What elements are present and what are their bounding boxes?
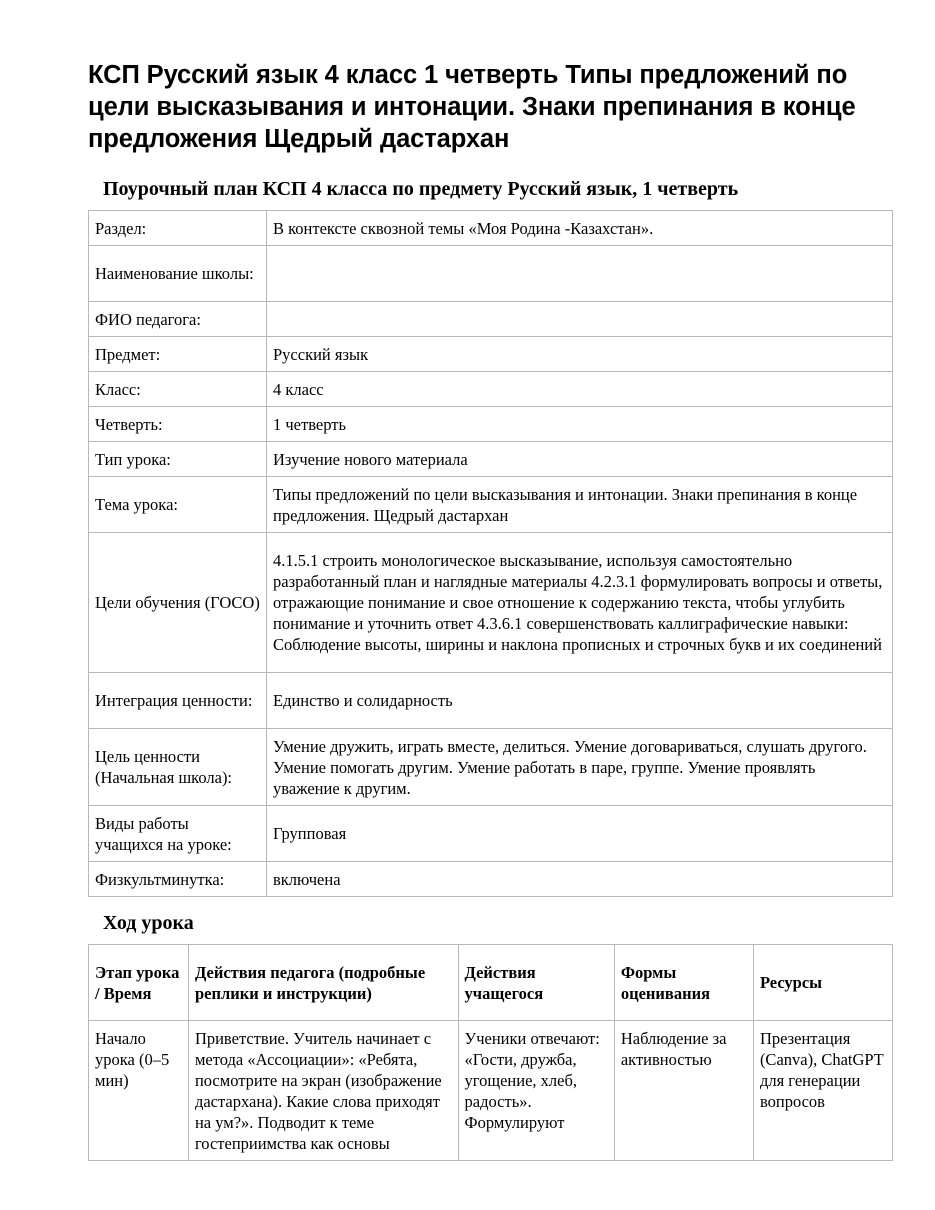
info-value: Русский язык (267, 337, 893, 372)
document-title: КСП Русский язык 4 класс 1 четверть Типы предложений по цели высказывания и интонации. Знаки препинания в конце предложения Щедрый дастархан (88, 61, 856, 153)
info-row (89, 442, 893, 477)
info-label: Тип урока: (89, 442, 267, 477)
lesson-heading: Ход урока (103, 912, 194, 934)
info-row (89, 729, 893, 806)
info-label: Наименование школы: (89, 246, 267, 302)
lesson-steps-table (88, 944, 893, 1161)
info-label: Физкультминутка: (89, 862, 267, 897)
lesson-cell: Приветствие. Учитель начинает с метода «Ассоциации»: «Ребята, посмотрите на экран (изображение дастархана). Какие слова приходят на ум?». Подводит к теме гостеприимства как основы (188, 1021, 458, 1161)
info-label: Цели обучения (ГОСО) (89, 533, 267, 673)
info-value: 1 четверть (267, 407, 893, 442)
info-label: Виды работы учащихся на уроке: (89, 806, 267, 862)
column-header: Действия педагога (подробные реплики и инструкции) (188, 945, 458, 1021)
info-value: Умение дружить, играть вместе, делиться. Умение договариваться, слушать другого. Умение помогать другим. Умение работать в паре, группе. Умение проявлять уважение к другим. (267, 729, 893, 806)
info-row (89, 806, 893, 862)
info-row (89, 862, 893, 897)
info-value: Групповая (267, 806, 893, 862)
info-row (89, 211, 893, 246)
info-label: Раздел: (89, 211, 267, 246)
info-value: Изучение нового материала (267, 442, 893, 477)
info-label: Цель ценности (Начальная школа): (89, 729, 267, 806)
info-label: ФИО педагога: (89, 302, 267, 337)
lesson-cell: Презентация (Canva), ChatGPT для генерации вопросов (753, 1021, 892, 1161)
lesson-row (89, 1021, 893, 1161)
info-row (89, 337, 893, 372)
info-row (89, 673, 893, 729)
info-row (89, 407, 893, 442)
lesson-cell: Наблюдение за активностью (614, 1021, 753, 1161)
info-value (267, 246, 893, 302)
column-header: Формы оценивания (614, 945, 753, 1021)
info-value: включена (267, 862, 893, 897)
column-header: Этап урока / Время (89, 945, 189, 1021)
info-label: Предмет: (89, 337, 267, 372)
info-label: Четверть: (89, 407, 267, 442)
info-label: Интеграция ценности: (89, 673, 267, 729)
info-row (89, 477, 893, 533)
info-row (89, 372, 893, 407)
info-value: Единство и солидарность (267, 673, 893, 729)
info-value: Типы предложений по цели высказывания и интонации. Знаки препинания в конце предложения. Щедрый дастархан (267, 477, 893, 533)
info-label: Класс: (89, 372, 267, 407)
column-header: Ресурсы (753, 945, 892, 1021)
column-header: Действия учащегося (458, 945, 614, 1021)
lesson-cell: Начало урока (0–5 мин) (89, 1021, 189, 1161)
info-value: В контексте сквозной темы «Моя Родина -Казахстан». (267, 211, 893, 246)
info-label: Тема урока: (89, 477, 267, 533)
info-value (267, 302, 893, 337)
info-value: 4.1.5.1 строить монологическое высказывание, используя самостоятельно разработанный план и наглядные материалы 4.2.3.1 формулировать вопросы и ответы, отражающие понимание и свое отношение к содержанию текста, чтобы углубить понимание и уточнить ответ 4.3.6.1 совершенствовать каллиграфические навыки: Соблюдение высоты, ширины и наклона прописных и строчных букв и их соединений (267, 533, 893, 673)
info-row (89, 302, 893, 337)
lesson-cell: Ученики отвечают: «Гости, дружба, угощение, хлеб, радость». Формулируют (458, 1021, 614, 1161)
lesson-info-table (88, 210, 893, 897)
info-row (89, 533, 893, 673)
info-value: 4 класс (267, 372, 893, 407)
plan-heading: Поурочный план КСП 4 класса по предмету Русский язык, 1 четверть (103, 178, 739, 200)
info-row (89, 246, 893, 302)
